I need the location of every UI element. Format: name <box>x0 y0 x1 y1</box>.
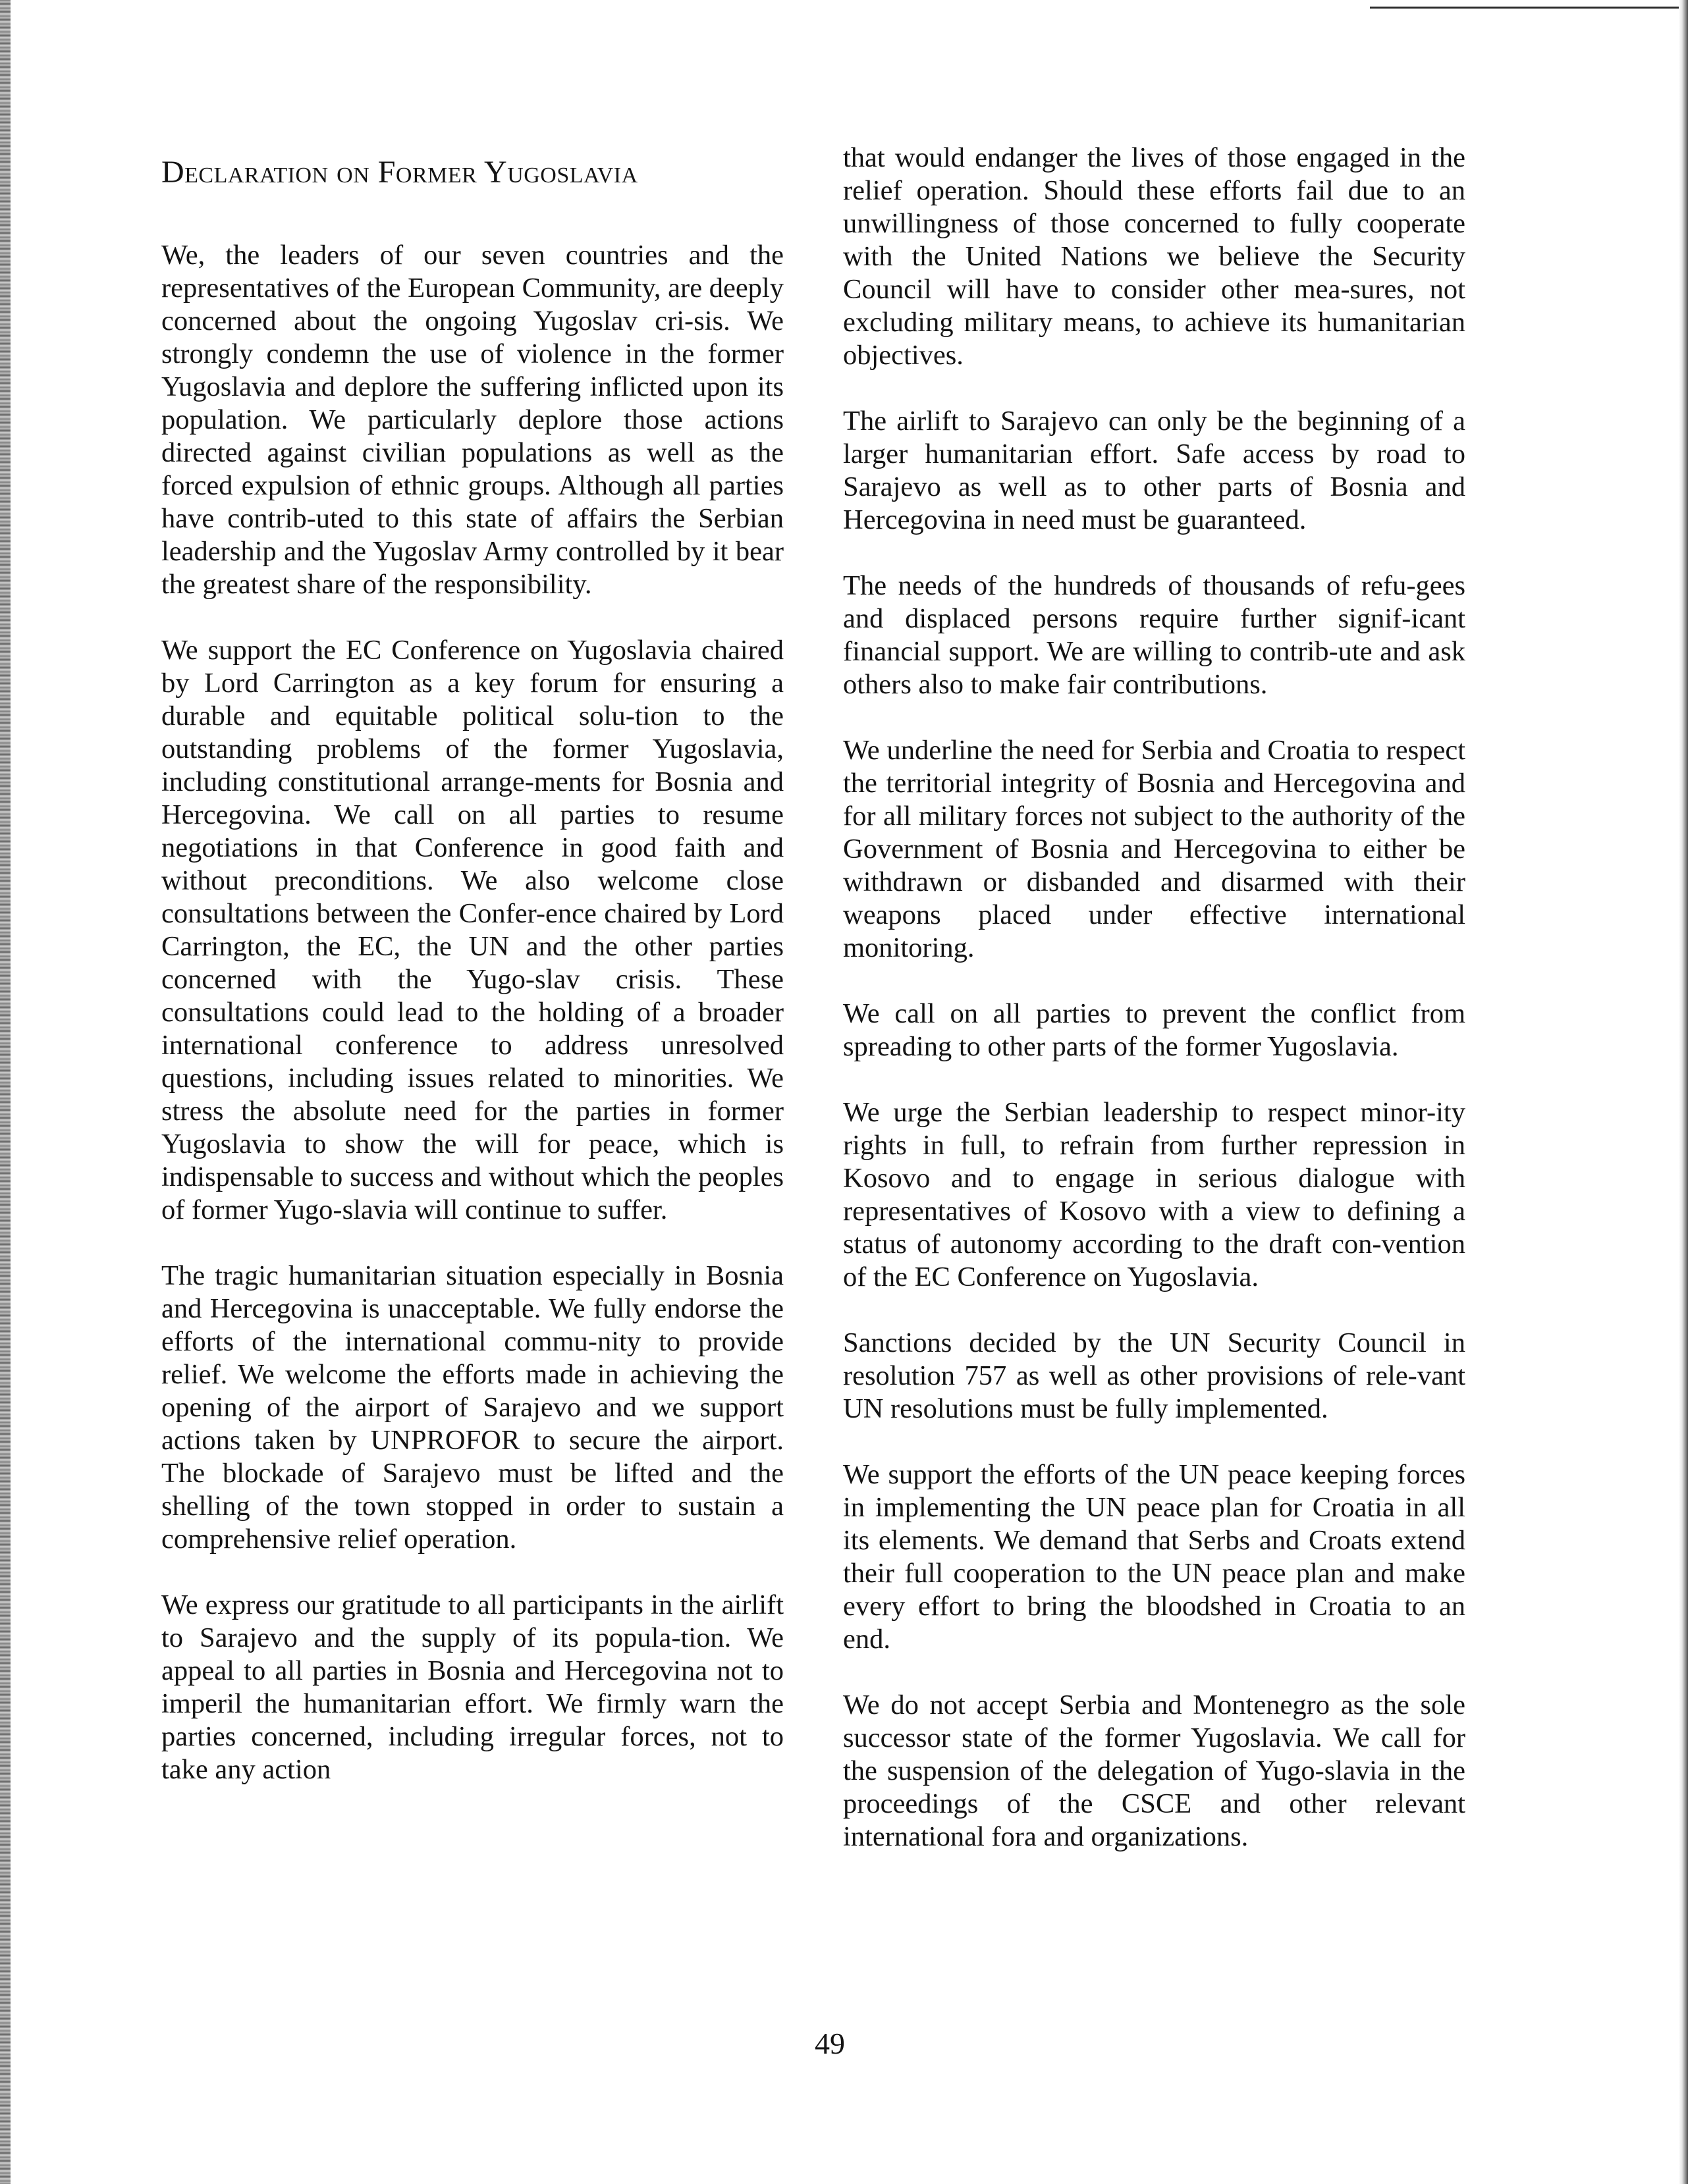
paragraph-un-peace-keeping: We support the efforts of the UN peace keeping forces in implementing the UN peace plan for Croatia in all its elements. We demand that Serbs and Croats extend their full cooperation to the UN peace plan and make every effort to bring the bloodshed in Croatia to an end. <box>843 1459 1465 1655</box>
paragraph-humanitarian-situation: The tragic humanitarian situation especially in Bosnia and Hercegovina is unacceptable. We fully endorse the efforts of the international commu-nity to provide relief. We welcome the efforts made in achieving the opening of the airport of Sarajevo and we support actions taken by UNPROFOR to secure the airport. The blockade of Sarajevo must be lifted and the shelling of the town stopped in order to sustain a comprehensive relief operation. <box>161 1260 784 1555</box>
paragraph-leaders-concern: We, the leaders of our seven countries and the representatives of the European Community, are deeply concerned about the ongoing Yugoslav cri-sis. We strongly condemn the use of violence in the former Yugoslavia and deplore the suffering inflicted upon its population. We particularly deplore those actions directed against civilian populations as well as the forced expulsion of ethnic groups. Although all parties have contrib-uted to this state of affairs the Serbian leadership and the Yugoslav Army controlled by it bear the greatest share of the responsibility. <box>161 240 784 600</box>
paragraph-successor-state: We do not accept Serbia and Montenegro as the sole successor state of the former Yugoslavia. We call for the suspension of the delegation of Yugo-slavia in the proceedings of the CSCE and other relevant international fora and organizations. <box>843 1690 1465 1852</box>
right-column <box>843 142 1465 1886</box>
paragraph-prevent-conflict: We call on all parties to prevent the conflict from spreading to other parts of the former Yugoslavia. <box>843 998 1465 1062</box>
paragraph-ec-conference: We support the EC Conference on Yugoslavia chaired by Lord Carrington as a key forum for ensuring a durable and equitable political solu-tion to the outstanding problems of the former Yugoslavia, including constitutional arrange-ments for Bosnia and Hercegovina. We call on all parties to resume negotiations in that Conference in good faith and without preconditions. We also welcome close consultations between the Confer-ence chaired by Lord Carrington, the EC, the UN and the other parties concerned with the Yugo-slav crisis. These consultations could lead to the holding of a broader international conference to address unresolved questions, including issues related to minorities. We stress the absolute need for the parties in former Yugoslavia to show the will for peace, which is indispensable to success and without which the peoples of former Yugo-slavia will continue to suffer. <box>161 635 784 1225</box>
paragraph-refugees: The needs of the hundreds of thousands of refu-gees and displaced persons require further signif-icant financial support. We are willing to contrib-ute and ask others also to make fair contributions. <box>843 570 1465 700</box>
left-column <box>161 239 784 1819</box>
page-number: 49 <box>815 2027 845 2060</box>
scan-edge-left <box>0 0 11 2184</box>
paragraph-minority-rights: We urge the Serbian leadership to respect minor-ity rights in full, to refrain from further repression in Kosovo and to engage in serious dialogue with representatives of Kosovo with a view to defining a status of autonomy according to the draft con-vention of the EC Conference on Yugoslavia. <box>843 1097 1465 1292</box>
paragraph-territorial-integrity: We underline the need for Serbia and Croatia to respect the territorial integrity of Bosnia and Hercegovina and for all military forces not subject to the authority of the Government of Bosnia and Hercegovina to either be withdrawn or disbanded and disarmed with their weapons placed under effective international monitoring. <box>843 735 1465 963</box>
paragraph-relief-operation: that would endanger the lives of those engaged in the relief operation. Should these efforts fail due to an unwillingness of those concerned to fully cooperate with the United Nations we believe the Security Council will have to consider other mea-sures, not excluding military means, to achieve its humanitarian objectives. <box>843 142 1465 371</box>
paragraph-airlift-gratitude: We express our gratitude to all participants in the airlift to Sarajevo and the supply of its popula-tion. We appeal to all parties in Bosnia and Hercegovina not to imperil the humanitarian effort. We firmly warn the parties concerned, including irregular forces, not to take any action <box>161 1589 784 1785</box>
scan-edge-top <box>1370 7 1688 9</box>
paragraph-sanctions: Sanctions decided by the UN Security Council in resolution 757 as well as other provisions of rele-vant UN resolutions must be fully implemented. <box>843 1327 1465 1424</box>
page-title: Declaration on Former Yugoslavia <box>161 155 638 190</box>
scan-edge-right <box>1679 0 1688 2184</box>
paragraph-airlift-beginning: The airlift to Sarajevo can only be the beginning of a larger humanitarian effort. Safe access by road to Sarajevo as well as to other parts of Bosnia and Hercegovina in need must be guaranteed. <box>843 406 1465 535</box>
